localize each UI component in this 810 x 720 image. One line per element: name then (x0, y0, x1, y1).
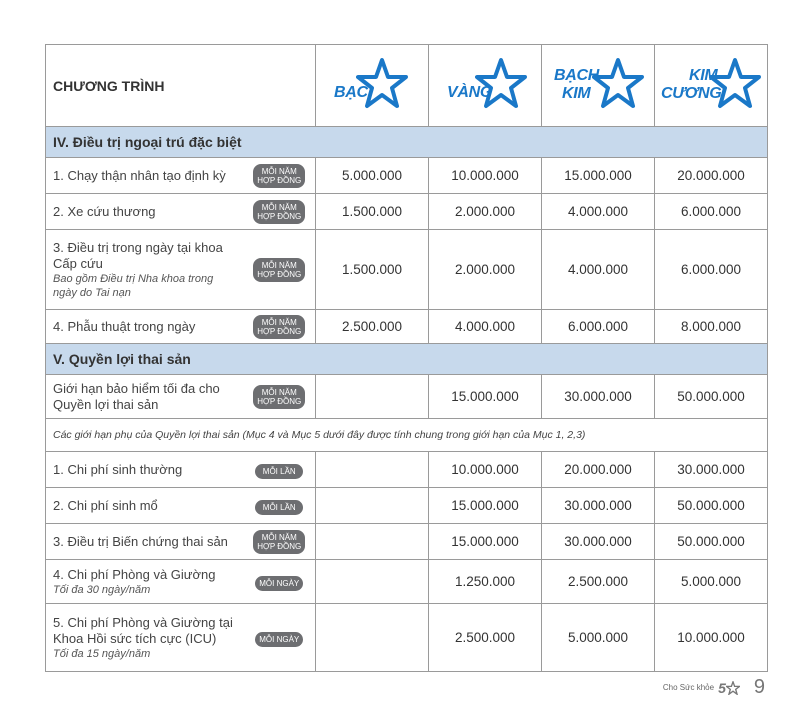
value-cell: 50.000.000 (655, 488, 768, 524)
section-row (46, 344, 768, 375)
badge-cell (244, 230, 316, 310)
period-badge (253, 315, 305, 339)
badge-line: MỖI NĂM (261, 202, 297, 212)
value-cell: 1.250.000 (429, 560, 542, 604)
row-label (46, 452, 244, 488)
value-cell: 30.000.000 (542, 488, 655, 524)
badge-cell (244, 194, 316, 230)
value-cell: 30.000.000 (542, 524, 655, 560)
star-icon (709, 57, 761, 109)
tier-vang (429, 45, 542, 127)
section-title: V. Quyền lợi thai sản (46, 344, 768, 375)
tier-bac (316, 45, 429, 127)
tier-kim-cuong (655, 45, 768, 127)
badge-line: HỢP ĐỒNG (257, 541, 302, 551)
badge-line: MỖI NĂM (261, 532, 297, 542)
badge-line: HỢP ĐỒNG (257, 211, 302, 221)
tier-kim-cuong-label-1: KIM (689, 67, 718, 84)
badge-line: MỖI NĂM (261, 387, 297, 397)
tier-bach-kim (542, 45, 655, 127)
value-cell: 30.000.000 (655, 452, 768, 488)
value-cell: 5.000.000 (542, 604, 655, 672)
value-cell: 15.000.000 (429, 488, 542, 524)
row-label (46, 158, 244, 194)
badge-line: HỢP ĐỒNG (257, 326, 302, 336)
value-cell: 15.000.000 (429, 524, 542, 560)
row-note: Tối đa 15 ngày/năm (53, 647, 151, 660)
section-row (46, 127, 768, 158)
value-cell: 50.000.000 (655, 375, 768, 419)
table-row (46, 488, 768, 524)
badge-cell (244, 604, 316, 672)
star-icon (475, 57, 527, 109)
tier-kim-cuong-label-2: CƯƠNG (661, 85, 722, 102)
period-badge (253, 200, 305, 224)
row-name: 5. Chi phí Phòng và Giường tại Khoa Hồi sức tích cực (ICU) (53, 614, 233, 646)
value-cell: 20.000.000 (542, 452, 655, 488)
value-cell: 6.000.000 (655, 194, 768, 230)
section-title: IV. Điều trị ngoại trú đặc biệt (46, 127, 768, 158)
value-cell: 5.000.000 (316, 158, 429, 194)
table-row (46, 310, 768, 344)
benefit-table (45, 44, 768, 672)
header-row (46, 45, 768, 127)
table-row (46, 375, 768, 419)
program-header: CHƯƠNG TRÌNH (46, 45, 316, 127)
row-label (46, 230, 244, 310)
value-cell: 5.000.000 (655, 560, 768, 604)
badge-line: MỖI LẦN (262, 502, 296, 512)
value-cell (316, 452, 429, 488)
tier-bach-kim-label-1: BẠCH (554, 67, 600, 84)
badge-line: MỖI NGÀY (259, 578, 300, 588)
row-note: Tối đa 30 ngày/năm (53, 583, 151, 596)
tier-bac-label: BẠC (334, 84, 368, 101)
badge-cell (244, 310, 316, 344)
value-cell (316, 604, 429, 672)
badge-line: HỢP ĐỒNG (257, 175, 302, 185)
row-name: Giới hạn bảo hiểm tối đa cho Quyền lợi thai sản (53, 380, 220, 412)
value-cell: 50.000.000 (655, 524, 768, 560)
badge-line: MỖI NĂM (261, 260, 297, 270)
badge-cell (244, 375, 316, 419)
row-name: 4. Chi phí Phòng và Giường (53, 566, 216, 582)
row-name: 4. Phẫu thuật trong ngày (53, 318, 196, 334)
badge-cell (244, 452, 316, 488)
value-cell (316, 488, 429, 524)
page-number: 9 (753, 676, 765, 698)
value-cell: 20.000.000 (655, 158, 768, 194)
badge-line: MỖI NGÀY (259, 634, 300, 644)
table-row (46, 194, 768, 230)
row-name: 3. Điều trị trong ngày tại khoa Cấp cứu (53, 239, 223, 271)
period-badge (255, 576, 303, 591)
row-name: 1. Chạy thận nhân tạo định kỳ (53, 167, 226, 183)
value-cell: 15.000.000 (542, 158, 655, 194)
period-badge (255, 632, 303, 647)
period-badge (253, 530, 305, 554)
value-cell: 6.000.000 (655, 230, 768, 310)
row-name: 2. Chi phí sinh mổ (53, 497, 158, 513)
value-cell (316, 560, 429, 604)
period-badge (253, 258, 305, 282)
table-row (46, 230, 768, 310)
row-note: Bao gồm Điều trị Nha khoa trong ngày do Tai nạn (53, 272, 214, 299)
row-name: 3. Điều trị Biến chứng thai sản (53, 533, 228, 549)
value-cell: 4.000.000 (542, 194, 655, 230)
star-icon (356, 57, 408, 109)
badge-line: HỢP ĐỒNG (257, 396, 302, 406)
value-cell: 2.500.000 (316, 310, 429, 344)
value-cell (316, 524, 429, 560)
row-label (46, 310, 244, 344)
badge-line: MỖI NĂM (261, 166, 297, 176)
value-cell: 6.000.000 (542, 310, 655, 344)
star-icon (726, 681, 740, 695)
row-label (46, 488, 244, 524)
table-row (46, 158, 768, 194)
badge-line: HỢP ĐỒNG (257, 269, 302, 279)
brand-logo (718, 680, 740, 696)
value-cell: 10.000.000 (429, 158, 542, 194)
value-cell: 1.500.000 (316, 230, 429, 310)
value-cell: 2.500.000 (542, 560, 655, 604)
page-footer (663, 676, 765, 699)
brand-logo-digit: 5 (718, 679, 726, 696)
badge-line: MỖI NĂM (261, 317, 297, 327)
value-cell (316, 375, 429, 419)
table-row (46, 452, 768, 488)
badge-cell (244, 488, 316, 524)
tier-vang-label: VÀNG (447, 84, 493, 101)
row-label (46, 560, 244, 604)
row-label (46, 375, 244, 419)
star-icon (592, 57, 644, 109)
table-row (46, 560, 768, 604)
value-cell: 8.000.000 (655, 310, 768, 344)
table-row (46, 604, 768, 672)
value-cell: 1.500.000 (316, 194, 429, 230)
value-cell: 10.000.000 (429, 452, 542, 488)
row-label (46, 524, 244, 560)
period-badge (255, 500, 303, 515)
value-cell: 2.500.000 (429, 604, 542, 672)
row-label (46, 604, 244, 672)
value-cell: 30.000.000 (542, 375, 655, 419)
badge-cell (244, 158, 316, 194)
maternity-note-row (46, 419, 768, 452)
badge-cell (244, 560, 316, 604)
tier-bach-kim-label-2: KIM (562, 85, 591, 102)
period-badge (255, 464, 303, 479)
period-badge (253, 385, 305, 409)
value-cell: 15.000.000 (429, 375, 542, 419)
table-row (46, 524, 768, 560)
row-name: 2. Xe cứu thương (53, 203, 156, 219)
row-name: 1. Chi phí sinh thường (53, 461, 183, 477)
badge-line: MỖI LẦN (262, 466, 296, 476)
row-label (46, 194, 244, 230)
period-badge (253, 164, 305, 188)
badge-cell (244, 524, 316, 560)
value-cell: 10.000.000 (655, 604, 768, 672)
footer-brand: Cho Sức khỏe (662, 683, 715, 692)
value-cell: 2.000.000 (429, 230, 542, 310)
value-cell: 4.000.000 (429, 310, 542, 344)
value-cell: 4.000.000 (542, 230, 655, 310)
maternity-note: Các giới hạn phụ của Quyền lợi thai sản (Mục 4 và Mục 5 dưới đây được tính chung trong giới hạn của Mục 1, 2,3) (46, 419, 768, 452)
value-cell: 2.000.000 (429, 194, 542, 230)
